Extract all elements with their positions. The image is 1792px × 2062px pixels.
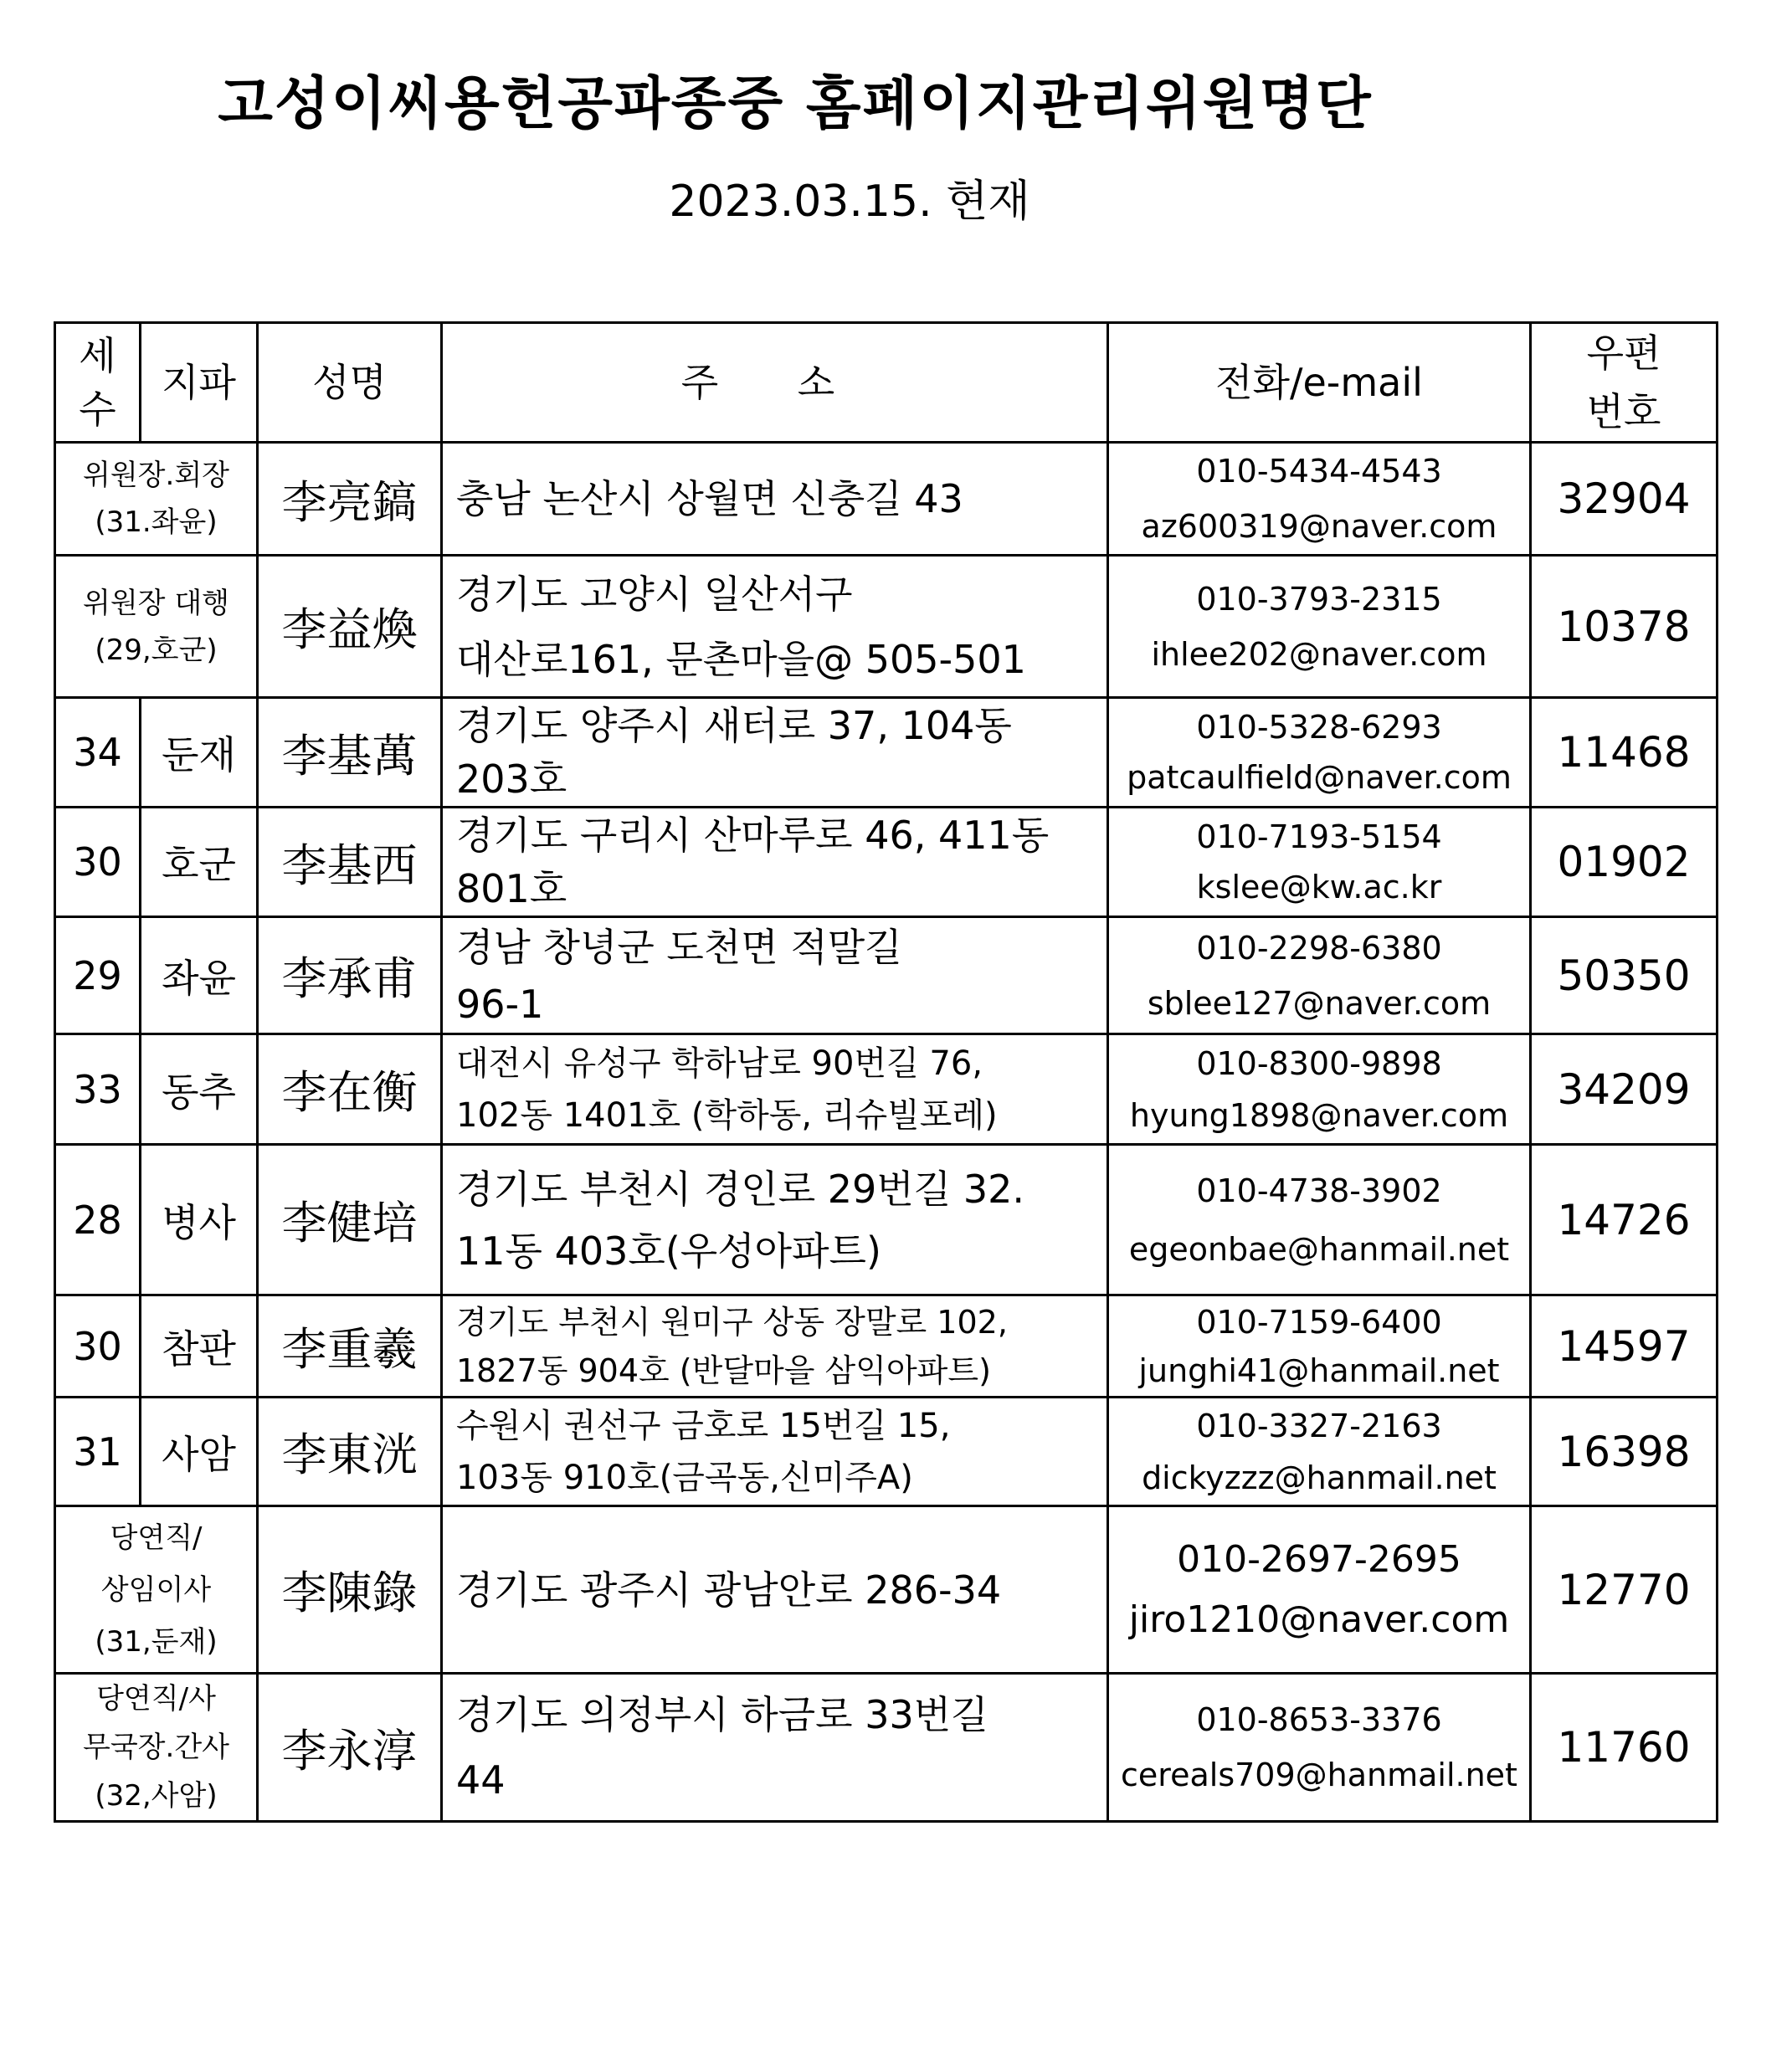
address-cell: 충남 논산시 상월면 신충길 43 [442, 443, 1108, 556]
member-name: 李重羲 [258, 1295, 442, 1398]
contact-cell [1108, 1674, 1531, 1822]
phone: 010-3793-2315 [1196, 580, 1442, 618]
contact-cell [1108, 443, 1531, 556]
email: egeonbae@hanmail.net [1128, 1230, 1510, 1268]
address-cell: 경기도 부천시 원미구 상동 장말로 102, 1827동 904호 (반달마을 삼익아파트) [442, 1295, 1108, 1398]
address-cell: 경기도 양주시 새터로 37, 104동 203호 [442, 698, 1108, 808]
header-jipa: 지파 [141, 323, 258, 443]
member-name: 李健培 [258, 1145, 442, 1295]
sese-cell: 31 [55, 1398, 141, 1506]
sese-cell: 30 [55, 1295, 141, 1398]
member-name: 李陳錄 [258, 1506, 442, 1674]
contact-cell [1108, 698, 1531, 808]
header-zip: 우편 번호 [1531, 323, 1718, 443]
role-cell: 당연직/사 무국장.간사 (32,사암) [55, 1674, 258, 1822]
email: ihlee202@naver.com [1151, 635, 1487, 673]
jipa-cell: 둔재 [141, 698, 258, 808]
table-row [55, 1145, 1718, 1295]
address-cell: 수원시 권선구 금호로 15번길 15, 103동 910호(금곡동,신미주A) [442, 1398, 1108, 1506]
address-cell: 경기도 광주시 광남안로 286-34 [442, 1506, 1108, 1674]
member-name: 李承甫 [258, 917, 442, 1034]
address-cell: 경기도 구리시 산마루로 46, 411동 801호 [442, 808, 1108, 917]
address-cell: 대전시 유성구 학하남로 90번길 76, 102동 1401호 (학하동, 리슈빌포레) [442, 1034, 1108, 1145]
sese-cell: 33 [55, 1034, 141, 1145]
jipa-cell: 좌윤 [141, 917, 258, 1034]
table-row [55, 443, 1718, 556]
jipa-cell: 참판 [141, 1295, 258, 1398]
table-row [55, 1034, 1718, 1145]
role-cell: 위원장.회장 (31.좌윤) [55, 443, 258, 556]
email: kslee@kw.ac.kr [1196, 869, 1442, 905]
email: patcaulfield@naver.com [1127, 759, 1512, 796]
email: sblee127@naver.com [1147, 984, 1492, 1022]
table-row [55, 556, 1718, 698]
committee-roster-table [54, 321, 1718, 1823]
sese-cell: 34 [55, 698, 141, 808]
header-name: 성명 [258, 323, 442, 443]
contact-cell [1108, 1145, 1531, 1295]
phone: 010-5328-6293 [1196, 709, 1442, 746]
sese-cell: 30 [55, 808, 141, 917]
zip-cell: 34209 [1531, 1034, 1718, 1145]
contact-cell [1108, 917, 1531, 1034]
member-name: 李基西 [258, 808, 442, 917]
header-sese: 세 수 [55, 323, 141, 443]
table-row [55, 808, 1718, 917]
table-row [55, 1674, 1718, 1822]
zip-cell: 11468 [1531, 698, 1718, 808]
document-date: 2023.03.15. 현재 [669, 177, 1030, 227]
contact-cell [1108, 556, 1531, 698]
member-name: 李永淳 [258, 1674, 442, 1822]
member-name: 李東洸 [258, 1398, 442, 1506]
jipa-cell: 호군 [141, 808, 258, 917]
table-row [55, 1295, 1718, 1398]
zip-cell: 01902 [1531, 808, 1718, 917]
sese-cell: 28 [55, 1145, 141, 1295]
zip-cell: 11760 [1531, 1674, 1718, 1822]
address-cell: 경기도 부천시 경인로 29번길 32. 11동 403호(우성아파트) [442, 1145, 1108, 1295]
zip-cell: 14597 [1531, 1295, 1718, 1398]
table-row [55, 698, 1718, 808]
member-name: 李在衡 [258, 1034, 442, 1145]
email: junghi41@hanmail.net [1138, 1352, 1500, 1389]
email: dickyzzz@hanmail.net [1142, 1459, 1497, 1496]
phone: 010-2697-2695 [1177, 1537, 1461, 1581]
address-cell: 경기도 고양시 일산서구 대산로161, 문촌마을@ 505-501 [442, 556, 1108, 698]
email: az600319@naver.com [1141, 508, 1497, 545]
role-cell: 위원장 대행 (29,호군) [55, 556, 258, 698]
phone: 010-7193-5154 [1196, 818, 1442, 855]
phone: 010-8653-3376 [1196, 1701, 1442, 1738]
contact-cell [1108, 1398, 1531, 1506]
table-row [55, 1398, 1718, 1506]
address-cell: 경남 창녕군 도천면 적말길 96-1 [442, 917, 1108, 1034]
document-title: 고성이씨용헌공파종중 홈페이지관리위원명단 [218, 71, 1373, 137]
contact-cell [1108, 1506, 1531, 1674]
zip-cell: 14726 [1531, 1145, 1718, 1295]
zip-cell: 50350 [1531, 917, 1718, 1034]
member-name: 李亮鎬 [258, 443, 442, 556]
phone: 010-4738-3902 [1196, 1172, 1442, 1209]
role-cell: 당연직/ 상임이사 (31,둔재) [55, 1506, 258, 1674]
contact-cell [1108, 1034, 1531, 1145]
contact-cell [1108, 808, 1531, 917]
phone: 010-7159-6400 [1196, 1303, 1442, 1341]
phone: 010-8300-9898 [1196, 1044, 1442, 1082]
table-row [55, 917, 1718, 1034]
member-name: 李基萬 [258, 698, 442, 808]
table-header-row [55, 323, 1718, 443]
header-address: 주 소 [442, 323, 1108, 443]
contact-cell [1108, 1295, 1531, 1398]
email: hyung1898@naver.com [1129, 1096, 1509, 1134]
sese-cell: 29 [55, 917, 141, 1034]
phone: 010-2298-6380 [1196, 929, 1442, 967]
zip-cell: 32904 [1531, 443, 1718, 556]
zip-cell: 10378 [1531, 556, 1718, 698]
jipa-cell: 병사 [141, 1145, 258, 1295]
email: cereals709@hanmail.net [1121, 1757, 1517, 1793]
header-contact: 전화/e-mail [1108, 323, 1531, 443]
member-name: 李益煥 [258, 556, 442, 698]
phone: 010-5434-4543 [1196, 453, 1442, 490]
zip-cell: 12770 [1531, 1506, 1718, 1674]
table-row [55, 1506, 1718, 1674]
email: jiro1210@naver.com [1128, 1598, 1510, 1641]
address-cell: 경기도 의정부시 하금로 33번길 44 [442, 1674, 1108, 1822]
phone: 010-3327-2163 [1196, 1407, 1442, 1444]
jipa-cell: 사암 [141, 1398, 258, 1506]
zip-cell: 16398 [1531, 1398, 1718, 1506]
jipa-cell: 동추 [141, 1034, 258, 1145]
